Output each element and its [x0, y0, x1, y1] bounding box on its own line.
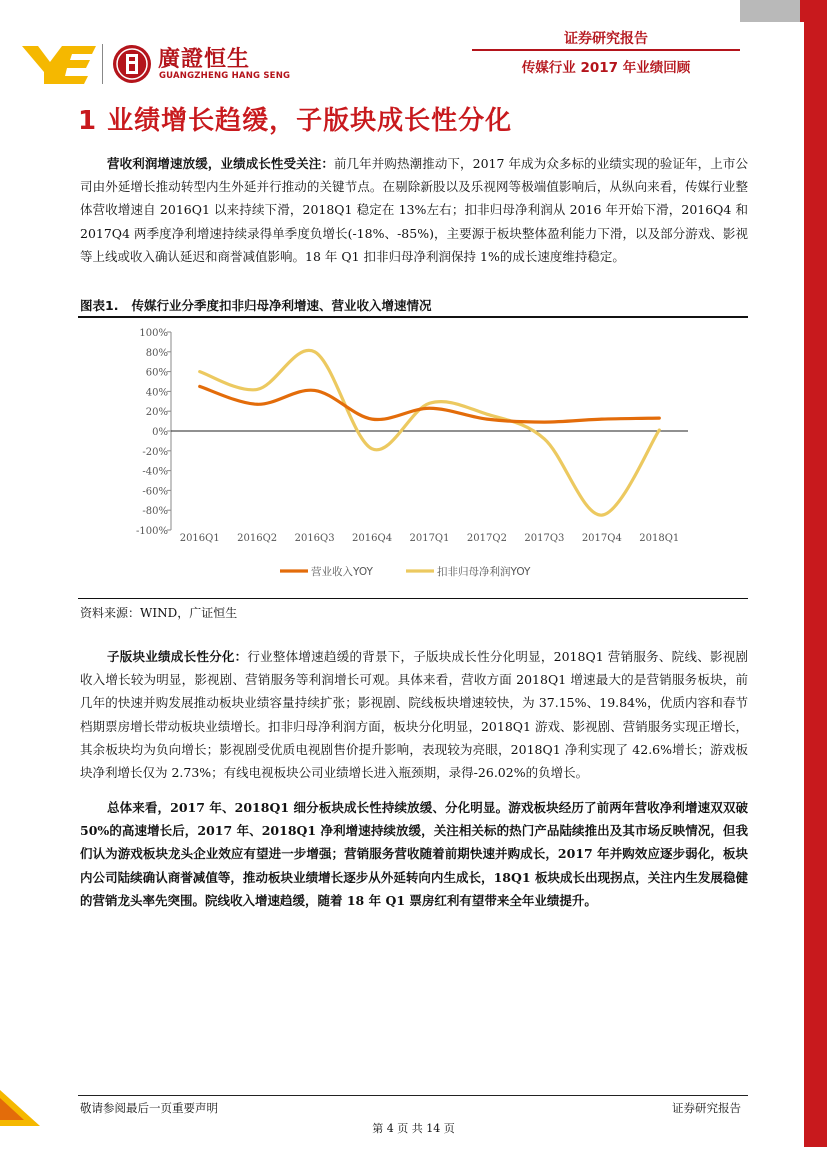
paragraph-1-lead: 营收利润增速放缓，业绩成长性受关注：	[107, 156, 334, 171]
y-tick-label: -80%	[142, 506, 168, 518]
paragraph-2	[80, 645, 748, 784]
footer-rule	[78, 1095, 748, 1096]
section-title: 1 业绩增长趋缓，子版块成长性分化	[78, 106, 513, 136]
x-tick-label: 2016Q4	[352, 533, 393, 544]
x-tick-label: 2016Q2	[237, 533, 278, 544]
series-line-net-profit	[200, 350, 660, 515]
figure-title	[80, 296, 432, 314]
ye-logo-icon	[20, 42, 98, 86]
y-tick-label: 60%	[145, 367, 168, 379]
x-tick-label: 2017Q3	[524, 533, 565, 544]
y-tick-label: 20%	[145, 407, 168, 419]
y-tick-label: 40%	[145, 387, 168, 399]
line-chart	[78, 318, 748, 598]
x-tick-label: 2017Q4	[581, 533, 622, 544]
x-tick-label: 2016Q3	[294, 533, 335, 544]
y-tick-label: -100%	[136, 526, 168, 537]
y-tick-label: -20%	[142, 446, 168, 458]
seal-logo-icon	[112, 44, 152, 84]
paragraph-2-body: 行业整体增速趋缓的背景下，子版块成长性分化明显，2018Q1 营销服务、院线、影视剧收入增长较为明显，影视剧、营销服务等利润增长可观。具体来看，营收方面 2018Q1 增速最大的是营销服务板块，前几年的快速并购发展推动板块业绩容量持续扩张；影视剧、院线板块增速较快，为 37.15%、19.84%，优质内容和春节档期票房增长带动板块业绩增长。扣非归母净利润方面，板块分化明显，2018Q1 游戏、影视剧、营销服务实现正增长，其余板块均为负向增长；影视剧受优质电视剧售价提升影响，表现较为亮眼，2018Q1 净利实现了 42.6%增长；游戏板块净利增长仅为 2.73%；有线电视板块公司业绩增长进入瓶颈期，录得-26.02%的负增长。	[80, 649, 748, 781]
brand-name-en: GUANGZHENG HANG SENG	[159, 71, 291, 81]
x-tick-label: 2017Q2	[466, 533, 507, 544]
y-tick-label: 100%	[139, 328, 168, 339]
legend-label: 扣非归母净利润YOY	[437, 566, 531, 578]
header-corner-gray	[740, 0, 800, 22]
y-tick-label: 80%	[145, 347, 168, 359]
side-red-bar	[804, 22, 827, 1147]
header-corner-red	[800, 0, 827, 22]
logo-divider	[102, 44, 103, 84]
figure-source: 资料来源：WIND，广证恒生	[80, 606, 238, 620]
page-number: 第 4 页 共 14 页	[372, 1122, 455, 1135]
legend-label: 营业收入YOY	[311, 566, 373, 578]
figure-label: 图表1.	[80, 298, 119, 313]
y-tick-label: 0%	[152, 427, 168, 438]
header-report-type: 证券研究报告	[564, 31, 648, 47]
paragraph-1-body: 前几年并购热潮推动下，2017 年成为众多标的业绩实现的验证年，上市公司由外延增长推动转型内生外延并行推动的关键节点。在剔除新股以及乐视网等极端值影响后，从纵向来看，传媒行业整体营收增速自 2016Q1 以来持续下滑，2018Q1 稳定在 13%左右；扣非归母净利润从 2016 年开始下滑，2016Q4 和 2017Q4 两季度净利增速持续录得单季度负增长(-18%、-85%)，主要源于板块整体盈利能力下滑，以及部分游戏、影视等上线或收入确认延迟和商誉减值影响。18 年 Q1 扣非归母净利润保持 1%的成长速度维持稳定。	[80, 156, 748, 264]
paragraph-2-lead: 子版块业绩成长性分化：	[107, 649, 248, 664]
paragraph-3: 总体来看，2017 年、2018Q1 细分板块成长性持续放缓、分化明显。游戏板块经历了前两年营收净利增速双双破 50%的高速增长后，2017 年、2018Q1 净利增速持续放缓，关注相关标的热门产品陆续推出及其市场反映情况，但我们认为游戏板块龙头企业效应有望进一步增强；营销服务营收随着前期快速并购成长，2017 年并购效应逐步弱化，板块内公司陆续确认商誉减值等，推动板块业绩增长逐步从外延转向内生成长，18Q1 板块成长出现拐点，关注内生发展稳健的营销龙头率先突围。院线收入增速趋缓，随着 18 年 Q1 票房红利有望带来全年业绩提升。	[80, 800, 748, 908]
y-tick-label: -40%	[142, 466, 168, 478]
paragraph-1	[80, 152, 748, 268]
header-divider	[472, 49, 740, 51]
figure-caption: 传媒行业分季度扣非归母净利增速、营业收入增速情况	[131, 298, 432, 313]
x-tick-label: 2016Q1	[179, 533, 220, 544]
figure-bottom-rule	[78, 598, 748, 599]
y-tick-label: -60%	[142, 486, 168, 498]
x-tick-label: 2018Q1	[639, 533, 680, 544]
footer-disclaimer: 敬请参阅最后一页重要声明	[80, 1101, 218, 1115]
brand-name-cn: 廣證恒生	[158, 47, 251, 72]
x-tick-label: 2017Q1	[409, 533, 450, 544]
header-report-title: 传媒行业 2017 年业绩回顾	[521, 60, 691, 76]
footer-report-type: 证券研究报告	[672, 1101, 741, 1115]
